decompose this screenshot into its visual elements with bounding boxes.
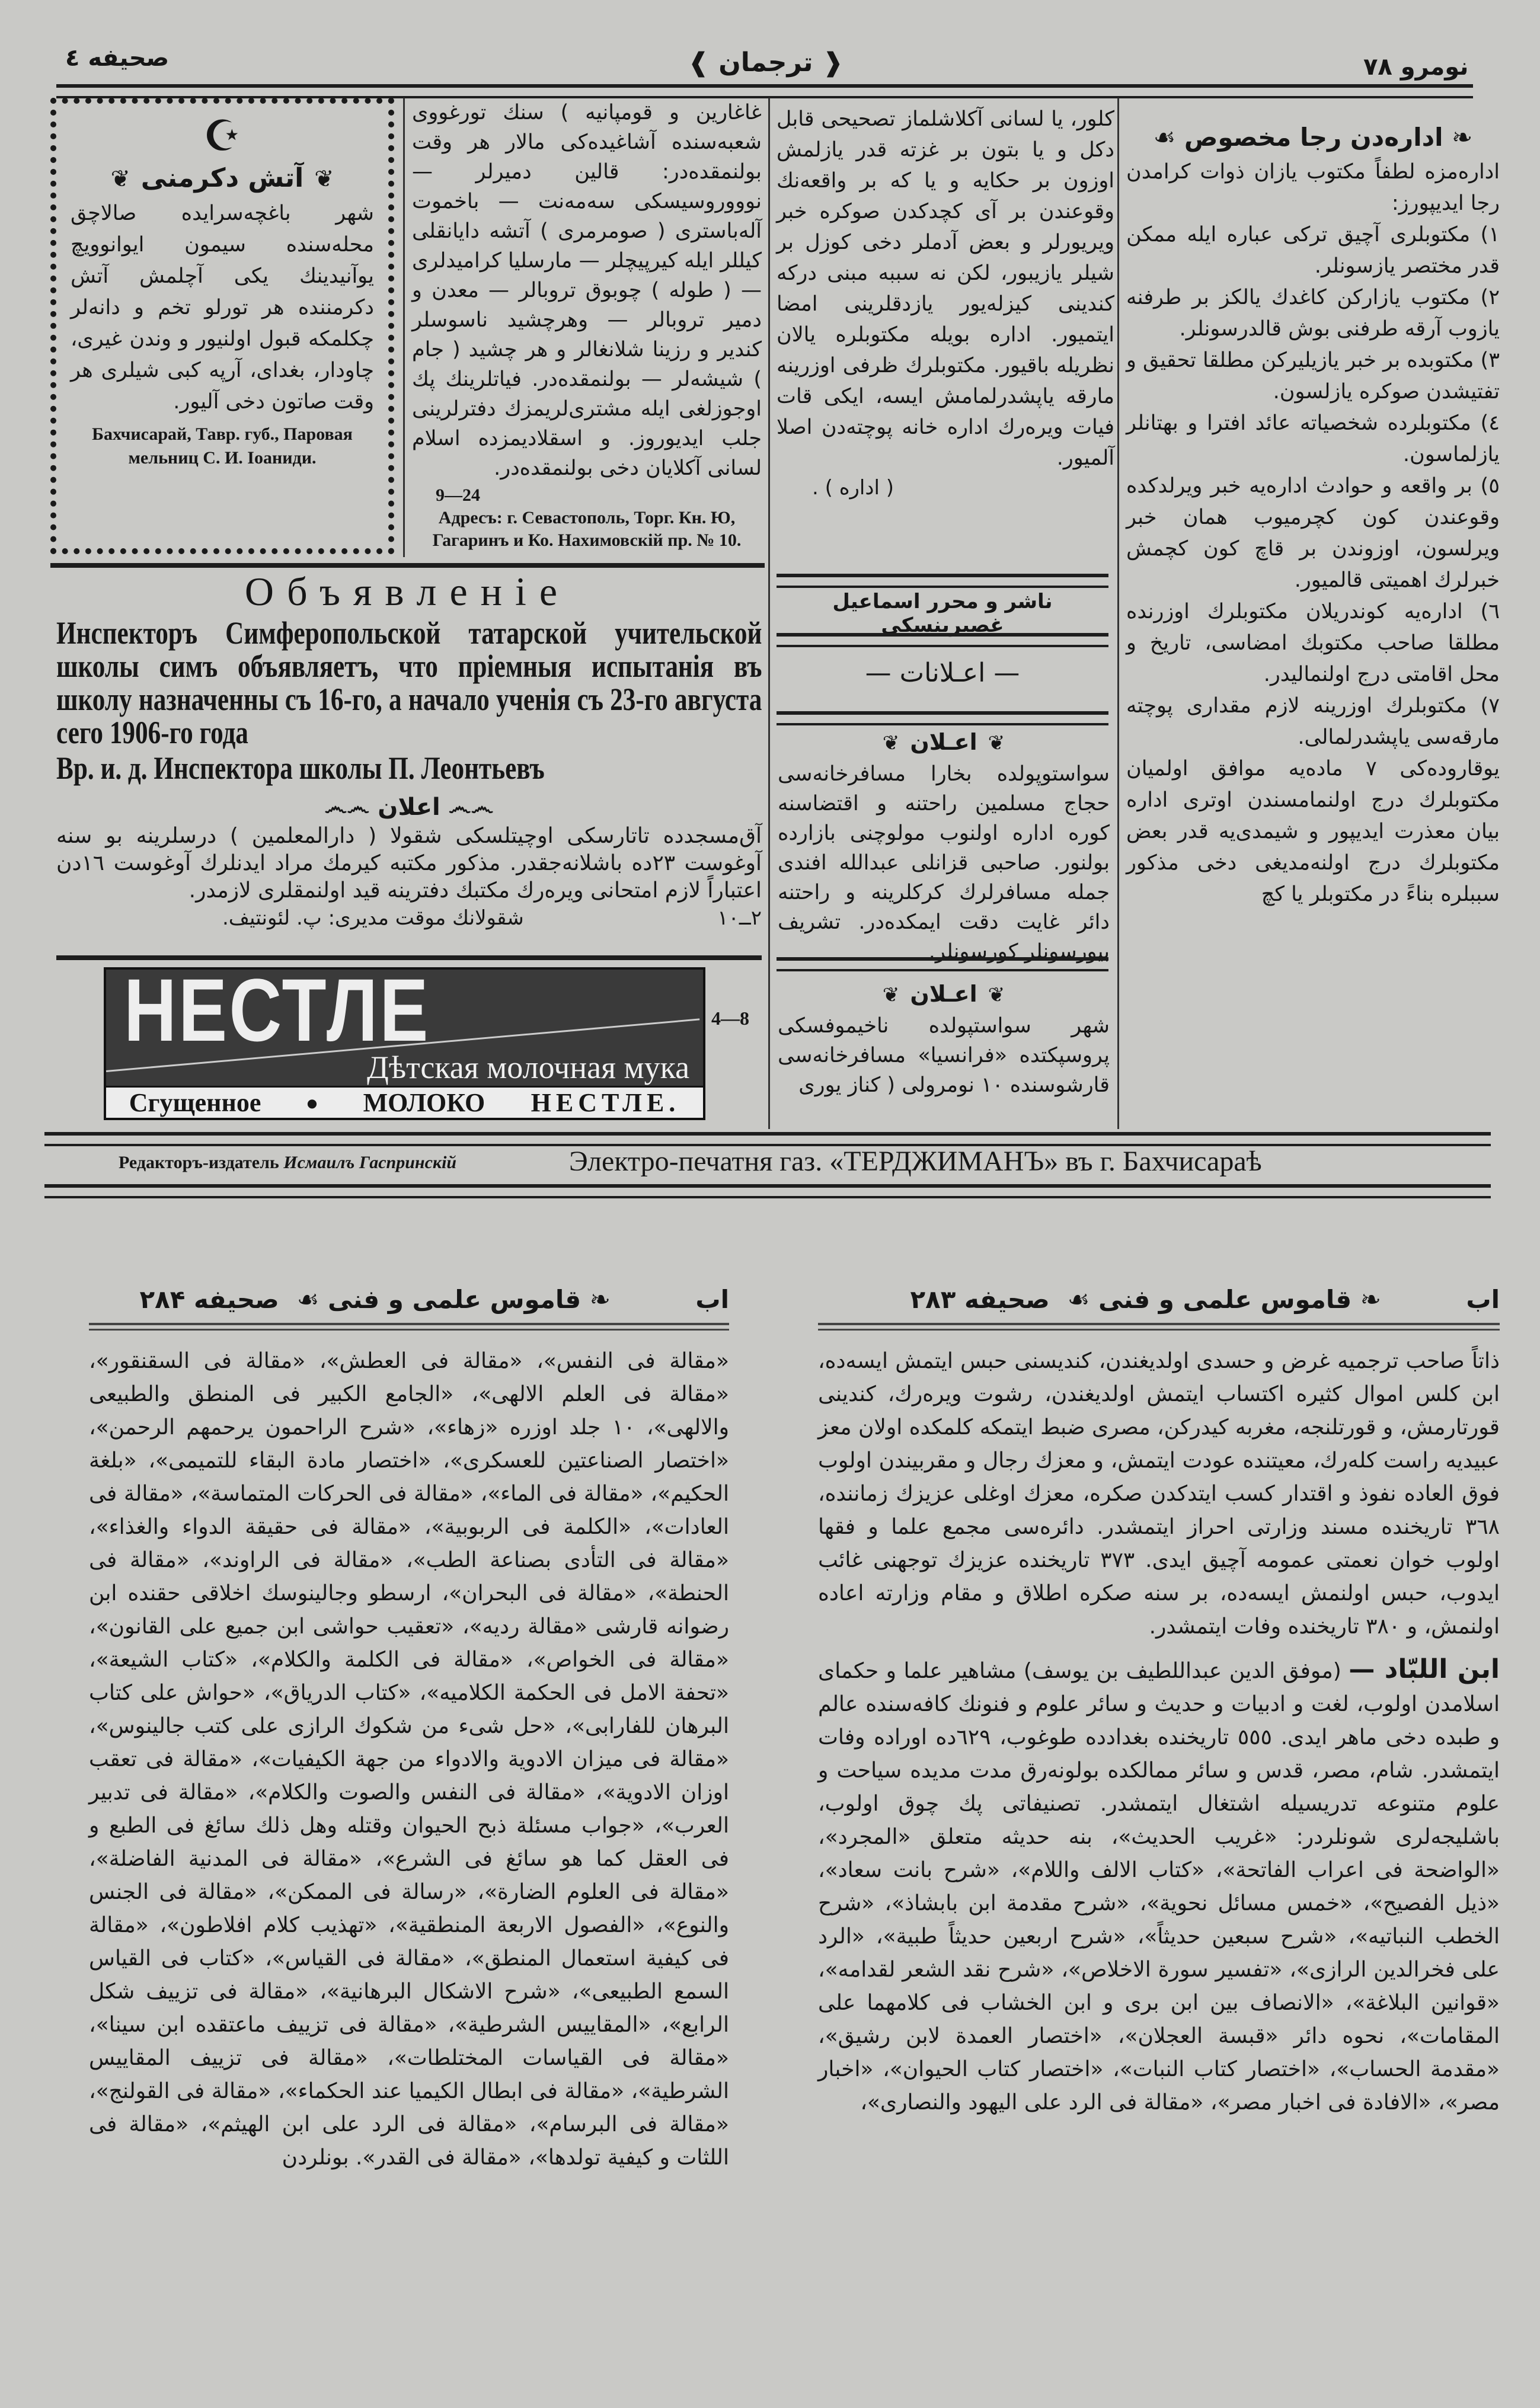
request-title-text: اداره‌دن رجا مخصوص [1184,123,1443,152]
entry-body: (موفق الدین عبداللطیف بن یوسف) مشاهیر علما و حکمای اسلامدن اولوب، لغت و ادبیات و حدیث و سائر علوم و فنونك کافه‌سنده عالم و طبده دخی ماهر ایدی. ٥٥٥ تاریخنده بغدادده طوغوب، ٦٢٩ده اوراده وفات ایتمشدر. شام، مصر، قدس و سائر ممالکده بولونه‌رق مدت مدیده سیاحت و علوم متنوعه تدریسیله اشتغال ایتمشدر. تصنیفاتی پك چوق اولوب، باشلیجه‌لری شونلردر: «غریب الحدیث»، بنه حدیثه متعلق «المجرد»، «الواضحة فی اعراب الفاتحة»، «کتاب الالف واللام»، «شرح بانت سعاد»، «ذیل الفصیح»، «خمس مسائل نحویة»، «شرح مقدمة ابن بابشاذ»، «شرح الخطب النباتیه»، «شرح سبعین حدیثاً»، «شرح اربعین حدیثاً طبیة»، «الرد علی فخرالدین الرازی»، «تفسیر سورة الاخلاص»، «شرح نقد الشعر لقدامه»، «قوانین البلاغة»، «الانصاف بین ابن بری و ابن الخشاب فی کلامهما علی المقامات»، نحوه دائر «قبسة العجلان»، «اختصار العمدة لابن رشیق»، «مقدمة الحساب»، «اختصار کتاب النبات»، «اختصار کتاب الحیوان»، «اخبار مصر»، «الافادة فی اخبار مصر»، «مقالة فی الرد علی الیهود والنصاری»، [818,1659,1500,2115]
publisher-line: ناشر و محرر اسماعیل غصبرینسکی [832,590,1053,637]
ornament-icon: ☙ [296,1284,328,1314]
section-rule [50,563,765,568]
request-closing: یوقاروده‌کی ٧ ماده‌یه موافق اولمیان مکتوبلرك درج اولنمامسندن اوتری اداره بیان معذرت ایدیپور و شیمدی‌یه قدر بعض مکتوبلرك درج اولنه‌مدیغی دخی مذکور سببلره بناءً در مکتوبلر یا کچ [1126,757,1500,906]
letters-label: اب [695,1284,729,1314]
header-rule [818,1323,1500,1331]
editor-name: Исмаилъ Гаспринскій [283,1153,457,1172]
request-item: ٢) مکتوب یازارکن کاغدك یالکز بر طرفنه یازوب آرقه طرفنی بوش قالدرسونلر. [1126,286,1500,341]
ornament-icon: ❱ [688,47,719,78]
entry-headword: ابن اللبّاد — [1349,1654,1500,1684]
ad-title: ❦ اعـلان ❦ [778,978,1110,1011]
notice-body: Инспекторъ Симферопольской татарской учительской школы симъ объявляетъ, что пріемныя испытанія въ школу назначенны съ 16-го, а начало ученія съ 23-го августа сего 1906-го года [56,615,762,750]
strip-word: НЕСТЛЕ. [531,1088,680,1117]
request-item: ٦) اداره‌یه کوندریلان مکتوبلرك اوزرنده مطلقا صاحب مکتوبك امضاسی، تاریخ و محل اقامتی درج اولنمالیدر. [1126,600,1500,686]
section-rule [777,633,1108,647]
dictionary-page-number: صحیفه ۲۸۴ [139,1284,279,1314]
dictionary-title [1068,1285,1381,1314]
editorial-note-body: کلور، یا لسانی آکلاشلماز تصحیحی قابل دکل و یا بتون بر غزته قدر یازلمش اوزون بر حکایه و یا که بر واقعه‌نك وقوعندن بر آی کچدکدن صوکره خبر ویریورلر و بعض آدملر دخی کوزل بر شیلر یازیبور، لکن نه سببه مبنی درکه کندینی کیزله‌یور یازدقلرینی امضا ایتمیور. اداره بویله مکتوبلره یالان نظریله باقیور. مکتوبلرك ظرفی اوزرینه مارقه یاپشدرلمامش ایسه، ایکی قات فیات ویره‌رك اداره خانه پوچته‌دن اصلا آلمیور. [777,107,1114,470]
request-item: ١) مکتوبلری آچیق ترکی عباره ایله ممکن قدر مختصر یازسونلر. [1126,223,1500,278]
dictionary-page-number: صحیفه ۲۸۳ [910,1284,1050,1314]
editor-label: Редакторъ-издатель [119,1153,279,1172]
dictionary-title-text: قاموس علمی و فنی [328,1284,582,1314]
request-item: ٣) مکتوبده بر خبر یازیلیرکن مطلقا تحقیق و تفتیشدن صوکره یازلسون. [1126,348,1500,404]
ad-body: شهر سواستپولده ناخیموفسکی پروسپکتده «فرانسیا» مسافرخانه‌سی قارشوسنده ١٠ نومرولی ( کناز یوری [778,1014,1110,1097]
france-hotel-ad [778,978,1110,1100]
school-ad-number: ٢ــ١٠ [717,906,762,930]
issue-number-label: نومرو ٧٨ [1363,53,1469,81]
section-rule [777,957,1108,971]
ornament-icon: ෴෴ [440,794,494,821]
dictionary-entry-text: «مقالة فی النفس»، «مقالة فی العطش»، «مقالة فی السقنقور»، «مقالة فی العلم الالهی»، «الجامع الکبیر فی المنطق والطبیعی والالهی»، ١٠ جلد اوزره «زهاء»، «شرح الراحمون یرحمهم الرحمن»، «اختصار الصناعتین للعسکری»، «اختصار مادة البقاء للتمیمی»، «بلغة الحکیم»، «مقالة فی الماء»، «مقالة فی الحرکات المتماسة»، «مقالة فی العادات»، «الکلمة فی الربوبیة»، «مقالة فی حقیقة الدواء والغذاء»، «مقالة فی التأدی بصناعة الطب»، «مقالة فی الراوند»، «مقالة فی الحنطة»، «مقالة فی البحران»، ارسطو وجالینوسك اخلاقی حقنده ابن رضوانه قارشی «مقالة ردیه»، «تعقیب حواشی ابن جمیع علی القانون»، «مقالة فی الخواص»، «مقالة فی الکلمة والکلام»، «کتاب الشیعة»، «تحفة الامل فی الحکمة الکلامیه»، «کتاب الدریاق»، «حواش علی کتاب البرهان للفارابی»، «حل شیء من شکوك الرازی علی کتب جالینوس»، «مقالة فی میزان الادویة والادواء من جهة الکیفیات»، «مقالة فی تعقب اوزان الادویة»، «مقالة فی النفس والصوت والکلام»، «مقالة فی تدبیر العرب»، «جواب مسئلة ذبح الحیوان وقتله وهل ذلك سائغ فی الطبع و فی العقل کما هو سائغ فی الشرع»، «مقالة فی المدنیة الفاضلة»، «مقالة فی العلوم الضارة»، «رسالة فی الممکن»، «مقالة فی الجنس والنوع»، «الفصول الاربعة المنطقیة»، «تهذیب کلام افلاطون»، «مقالة فی کیفیة استعمال المنطق»، «مقالة فی القیاس»، «کتاب فی القیاس السمع الطبیعی»، «شرح الاشکال البرهانیة»، «مقالة فی تزییف شکل الرابع»، «المقاییس الشرطیة»، «مقالة فی تزییف ماعتقده ابن سینا»، «مقالة فی القیاسات المختلطات»، «مقالة فی تزییف المقاییس الشرطیة»، «مقالة فی ابطال الکیمیا عند الحکماء»، «مقالة فی القولنج»، «مقالة فی البرسام»، «مقالة فی الرد علی ابن الهیثم»، «مقالة فی اللثات و کیفیة تولدها»، «مقالة فی القدر». بونلردن [89,1349,729,2170]
section-rule [56,955,762,960]
dictionary-entry [818,1653,1500,2119]
letters-label: اب [1466,1284,1500,1314]
notice-signature: Вр. и. д. Инспектора школы П. Леонтьевъ [56,750,545,786]
editorial-note [777,104,1114,502]
dictionary-page-left [89,1280,729,2174]
editorial-signature: ( اداره ) . [812,476,894,500]
mill-ad-box [50,98,394,554]
crescent-emblem: ☪ [203,111,242,161]
strip-word: Сгущенное [129,1088,261,1117]
gagarin-ad [412,98,762,552]
school-ad-title-text: اعلان [378,794,440,821]
mill-ad-body: شهر باغچه‌سرایده صالاچق محله‌سنده سیمون ایوانوویچ یوآنیدینك یکی آچلمش آتش دکرمننده هر تورلو تخم و دانه‌لر چکلمکه قبول اولنیور و وندن غیری، چاودار، بغدای، آرپه کبی شیلری هر وقت صاتون دخی آلیور. [71,202,374,414]
page-number-label: صحیفه ٤ [65,44,170,72]
newspaper-name [688,47,844,78]
request-item: ٧) مکتوبلرك اوزرینه لازم مقداری پوچته مارقه‌سی یاپشدرلمالی. [1126,694,1500,749]
ornament-icon: ❰ [813,47,844,78]
section-rule [777,711,1108,725]
header-rule [89,1323,729,1331]
dictionary-title [297,1285,611,1314]
ad-body: سواستوپولده بخارا مسافرخانه‌سی حجاج مسلمین راحتنه و اقتضاسنه کوره اداره اولنوب مولوچنی بازارده بولنور. صاحبی قزانلی عبدالله افندی جمله مسافرلرك کرکلرینه و راحتنه دائر غایت دقت ایمکده‌در. تشریف بیورسونلر کورسونلر. [778,762,1110,964]
request-title [1126,119,1500,156]
announcements-heading: — اعـلانات — [865,658,1020,688]
notice-title: Объявленіе [244,569,571,614]
strip-word: МОЛОКО [363,1088,485,1117]
dictionary-paragraph: ذاتاً صاحب ترجمیه غرض و حسدی اولدیغندن، کندیسنی حبس ایتمش ایسه‌ده، ابن کلس اموال کثیره اکتساب ایتمش اولدیغندن، رشوت ویره‌رك، کندینی قورتارمش، و قورتلنجه، مغربه کیدرکن، مصری ضبط ایتمکه کلمکده اولان معز عبیدیه راست کله‌رك، معیتنده عودت ایتمش، و معزك رجال و مقربیندن اولوب فوق العاده نفوذ و اقتدار کسب ایتدکدن صکره، معزك اوغلی عزیزك زماننده، ٣٦٨ تاریخنده مسند وزارتی احراز ایتمشدر. دائره‌سی مجمع علما و فقها اولوب خوان نعمتی عمومه آچیق ایدی. ٣٧٣ تاریخنده عزیزك توجهنی غائب ایدوب، حبس اولنمش ایسه‌ده، بر سنه صکره اطلاق و مقام وزارته اعاده اولنمش، و ٣٨٠ تاریخنده وفات ایتمشدر. [817,1349,1500,1639]
ornament-icon: ❧ [1352,1284,1381,1314]
school-ad-signoff: شقولانك موقت مدیری: پ. لئونتیف. [222,906,524,930]
paper-title: ترجمان [718,47,813,78]
ornament-icon: ☙ [1067,1284,1098,1314]
school-ad-title [56,792,762,823]
mill-ad-footer: Бахчисарай, Тавр. губ., Паровая мельниц С. И. Іоаниди. [92,424,353,468]
ornament-icon: ❧ [581,1284,611,1314]
bukhara-hotel-ad [778,726,1110,967]
ad-run-number: 9—24 [436,485,480,505]
ad-title: ❦ اعـلان ❦ [778,726,1110,759]
dictionary-page-right [818,1280,1500,2119]
mill-ad-title: ❦ آتش دکرمنی ❦ [71,159,374,198]
column-divider [403,98,405,557]
editors-request-column [1126,119,1500,910]
nestle-brand: НЕСТЛЕ [124,960,430,1060]
section-rule [777,574,1108,588]
ornament-icon: ❧ [1443,123,1473,152]
gagarin-ad-body: غاغارین و قومپانیه ) سنك تورغووی شعبه‌سنده آشاغیده‌کی مالار هر وقت بولنمقده‌در: قالین دمیرلر — نوووروسیسکی سه‌مه‌نت — باخموت آله‌باستری ( صومرمری ) آتشه دایانقلی کیللر ایله کیرپیچلر — مارسلیا کرامیدلری — ( طوله ) چوبوق تروبالر — معدن و دمیر تروبالر — وهرچشید ناسوسلر کندیر و رزینا شلانغالر و هر چشید ( جام ) شیشه‌لر — بولنمقده‌در. فیاتلرینك پك اوجوزلغی ایله مشتری‌لریمزك دفترلرینی جلب ایدیوروز. و اسقلادیمزده اسلام لسانی آکلایان دخی بولنمقده‌در. [412,101,762,480]
gagarin-address: Адресъ: г. Севастополь, Торг. Кн. Ю, Гагаринъ и Ко. Нахимовскій пр. № 10. [432,508,742,550]
footer-rule-bottom [44,1184,1491,1198]
request-item: اداره‌مزه لطفاً مکتوب یازان ذوات کرامدن رجا ایدیپورز: [1126,160,1500,215]
nestle-ad [104,960,705,1120]
editor-credit [119,1153,456,1173]
school-ad-body: آق‌مسجدده تاتارسکی اوچیتلسکی شقولا ( دارالمعلمین ) درسلرینه بو سنه آوغوست ٢٣ده باشلانه‌جقدر. مذکور مکتبه کیرمك مراد ایدنلرك آوغوست ١٦دن اعتباراً لازم امتحانی ویره‌رك مکتبك دفترینه قید اولنمقلری لازمدر. [56,824,762,903]
school-announcement [56,792,762,932]
dictionary-title-text: قاموس علمی و فنی [1098,1284,1352,1314]
request-item: ٤) مکتوبلرده شخصیاته عائد افترا و بهتانلر یازلماسون. [1126,411,1500,466]
dot-icon: ● [306,1095,318,1110]
column-divider [1117,98,1119,1129]
printer-credit: Электро-печатня газ. «ТЕРДЖИМАНЪ» въ г. Бахчисараѣ [569,1146,1262,1177]
nestle-tagline: Дѣтская молочная мука [367,1050,690,1085]
nestle-strip [106,1086,703,1118]
masthead-rule [56,84,1473,98]
ornament-icon: ☙ [1153,123,1184,152]
ornament-icon: ෴෴ [324,794,378,821]
request-item: ٥) بر واقعه و حوادث اداره‌یه خبر ویرلدکده وقوعندن کون کچرمیوب همان خبر ویرلسون، اوزوندن بر قاچ کون کچمش خبرلرك اهمیتی قالمیور. [1126,474,1500,592]
footer-rule-top [44,1132,1491,1146]
nestle-run-number: 4—8 [711,1008,749,1029]
column-divider [768,98,770,1129]
